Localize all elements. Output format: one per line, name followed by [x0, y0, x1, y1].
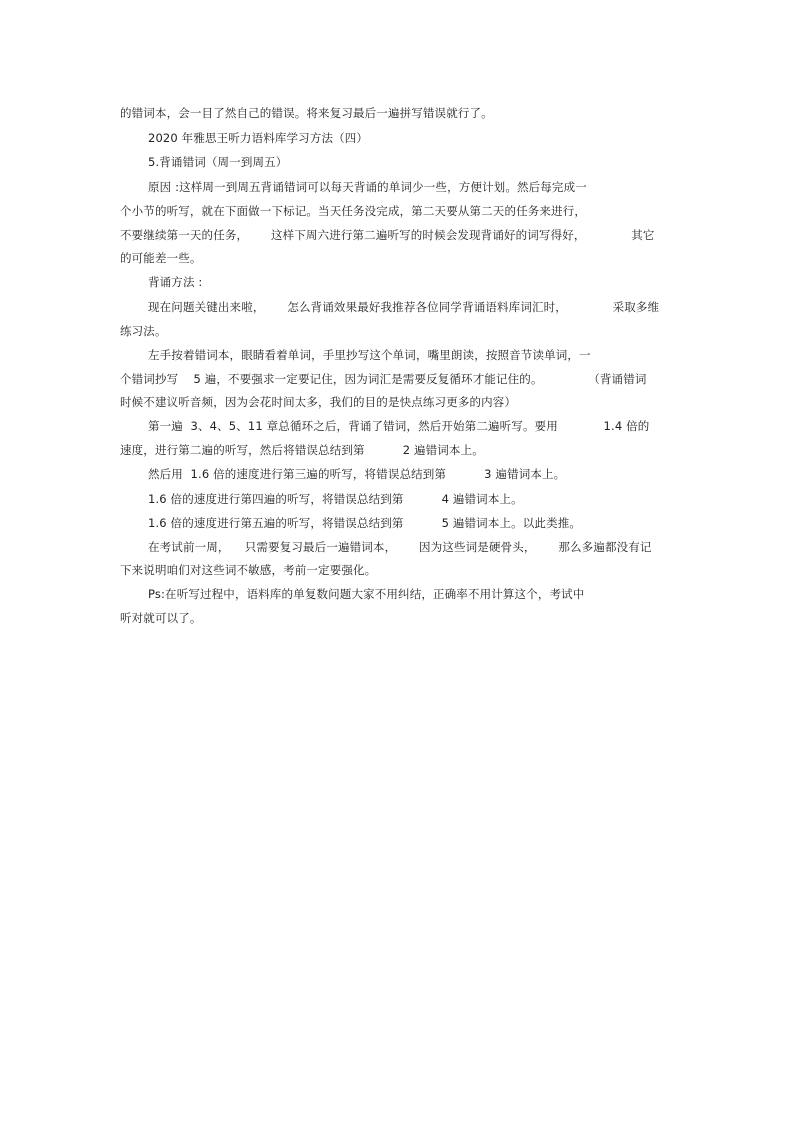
text-line: 下来说明咱们对这些词不敏感，考前一定要强化。 — [120, 563, 377, 577]
text-line: Ps:在听写过程中，语料库的单复数问题大家不用纠结，正确率不用计算这个，考试中 — [148, 587, 585, 601]
text-line: 原因 :这样周一到周五背诵错词可以每天背诵的单词少一些，方便计划。然后每完成一 — [148, 180, 587, 194]
text-line: 练习法。 — [120, 324, 167, 338]
text-line: 个错词抄写 5 遍，不要强求一定要记住，因为词汇是需要反复循环才能记住的。 （背诵错词 — [120, 372, 647, 386]
text-line: 不要继续第一天的任务， 这样下周六进行第二遍听写的时候会发现背诵好的词写得好， 其它 — [120, 228, 655, 242]
text-line: 速度，进行第二遍的听写，然后将错误总结到第 2 遍错词本上。 — [120, 443, 484, 457]
text-line: 1.6 倍的速度进行第四遍的听写，将错误总结到第 4 遍错词本上。 — [148, 492, 523, 506]
text-line: 现在问题关键出来啦， 怎么背诵效果最好我推荐各位同学背诵语料库词汇时， 采取多维 — [148, 300, 660, 314]
subsection-heading: 5.背诵错词（周一到周五） — [148, 155, 288, 169]
text-line: 第一遍 3、4、5、11 章总循环之后，背诵了错词，然后开始第二遍听写。要用 1.4 倍的 — [148, 419, 650, 433]
text-line: 然后用 1.6 倍的速度进行第三遍的听写，将错误总结到第 3 遍错词本上。 — [148, 467, 566, 481]
text-line: 在考试前一周， 只需要复习最后一遍错词本， 因为这些词是硬骨头， 那么多遍都没有记 — [148, 540, 652, 554]
text-line: 背诵方法 : — [148, 275, 203, 289]
text-line: 听对就可以了。 — [120, 611, 202, 625]
text-line: 时候不建议听音频，因为会花时间太多，我们的目的是快点练习更多的内容） — [120, 395, 517, 409]
text-line: 1.6 倍的速度进行第五遍的听写，将错误总结到第 5 遍错词本上。以此类推。 — [148, 516, 582, 530]
section-heading: 2020 年雅思王听力语料库学习方法（四） — [148, 131, 369, 145]
text-line: 个小节的听写，就在下面做一下标记。当天任务没完成，第二天要从第二天的任务来进行， — [120, 204, 586, 218]
text-line: 的错词本，会一目了然自己的错误。将来复习最后一遍拼写错误就行了。 — [120, 106, 493, 120]
text-line: 的可能差一些。 — [120, 251, 202, 265]
text-line: 左手按着错词本，眼睛看着单词，手里抄写这个单词，嘴里朗读，按照音节读单词，一 — [148, 348, 591, 362]
